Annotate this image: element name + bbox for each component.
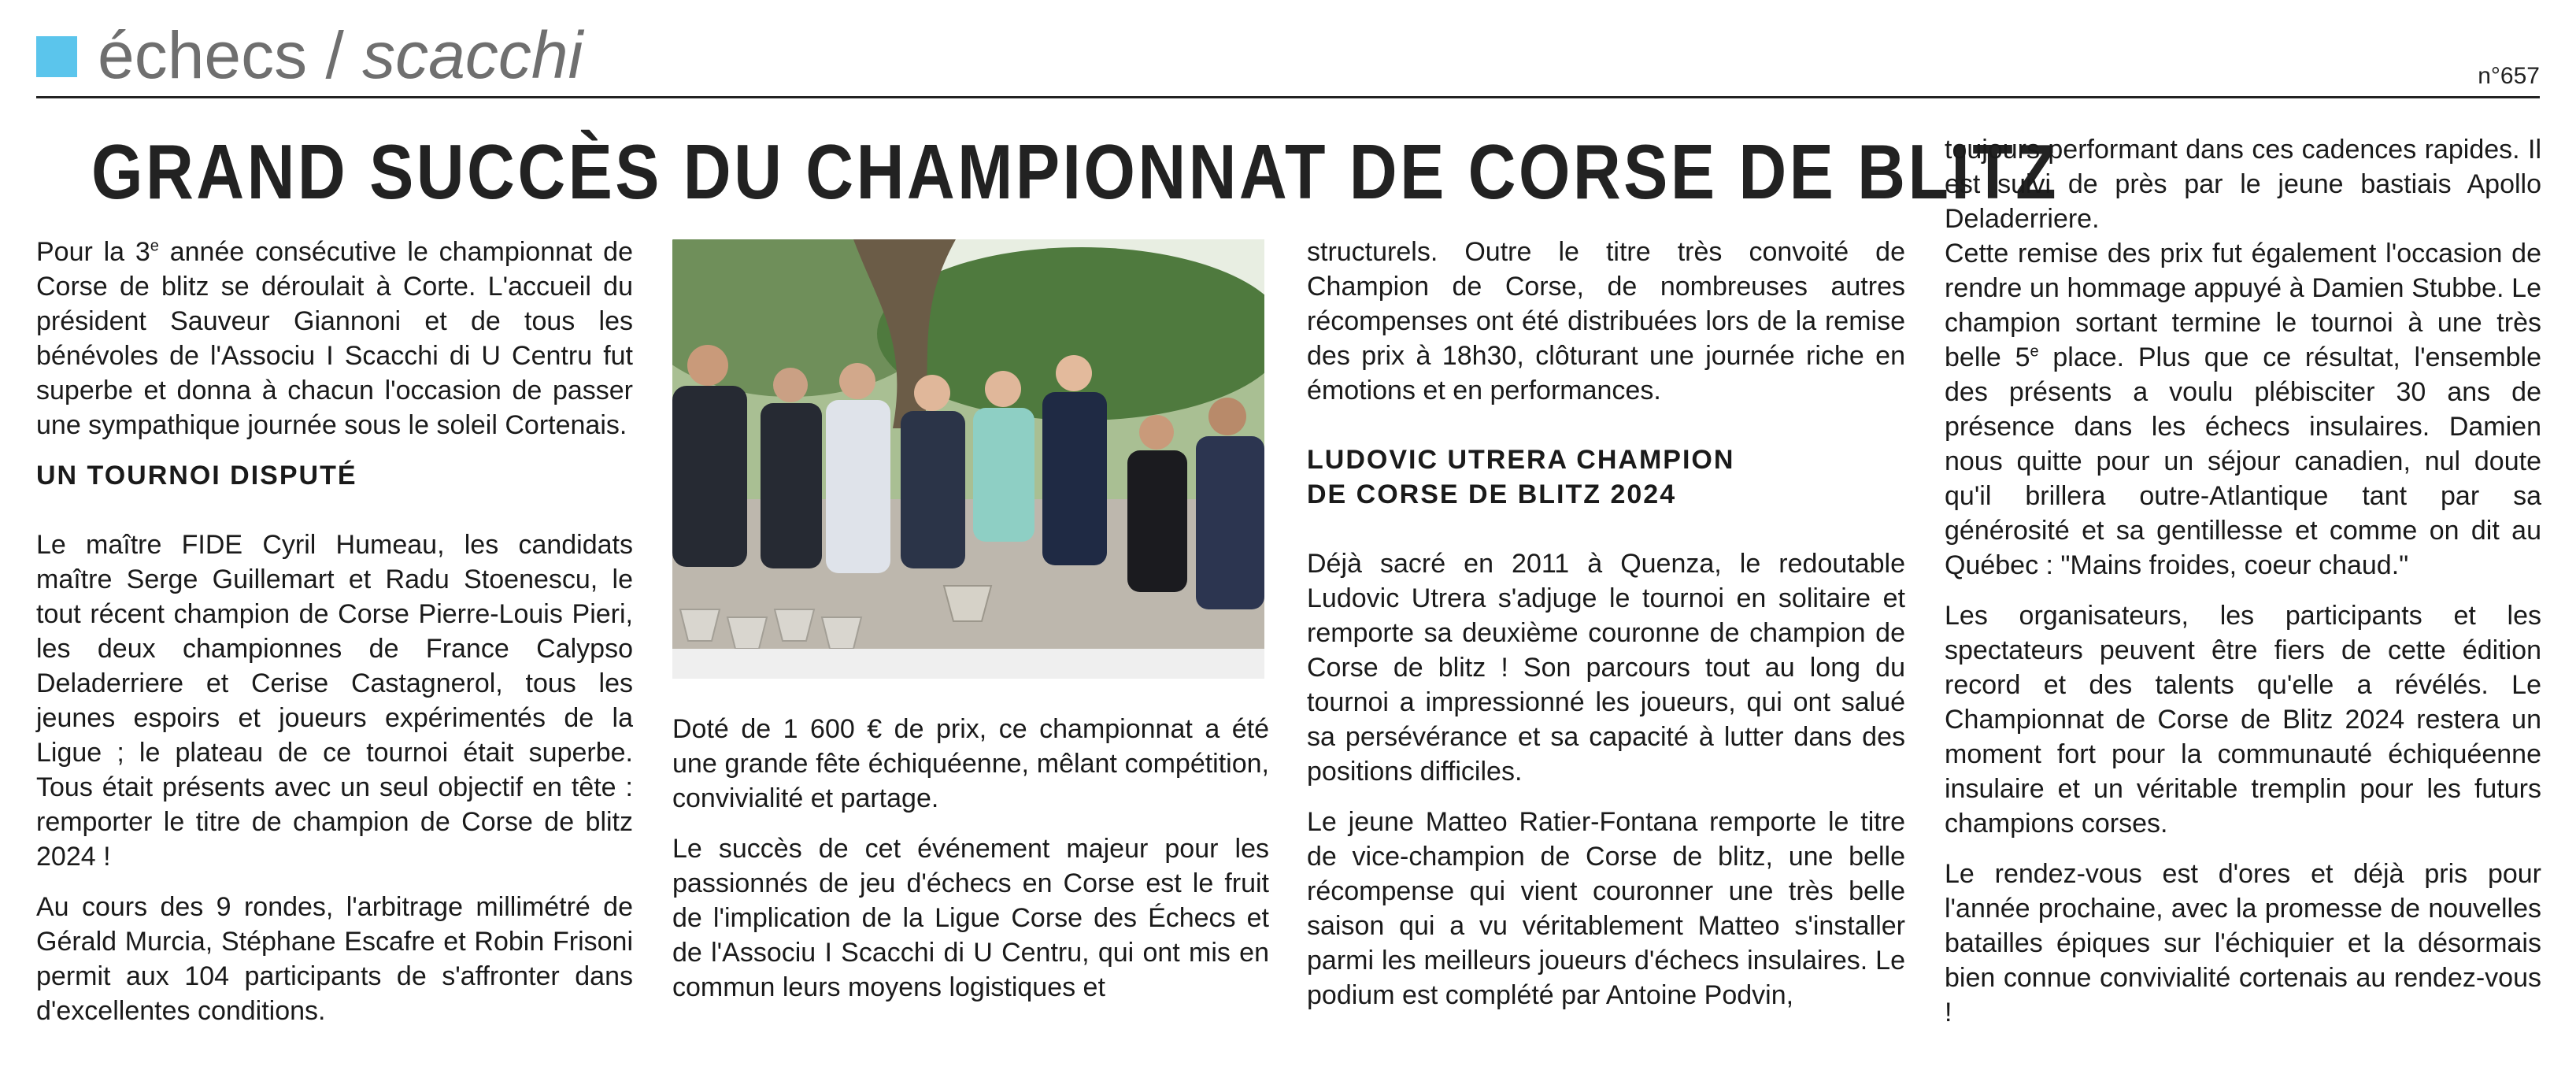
section-color-square <box>36 36 77 77</box>
paragraph-intro <box>36 235 633 442</box>
section-header <box>36 17 2540 90</box>
performant-text: toujours performant dans ces cadences rapides. Il est suivi de près par le jeune bastiais Apollo Deladerriere. <box>1945 135 2541 234</box>
podium-photo <box>672 239 1264 679</box>
paragraph-arbitrage: Au cours des 9 rondes, l'arbitrage millimétré de Gérald Murcia, Stéphane Escafre et Robin Frisoni permit aux 104 participants de s'affronter dans d'excellentes conditions. <box>36 892 633 1026</box>
paragraph-hommage <box>1945 236 2541 583</box>
section-title <box>98 17 583 93</box>
paragraph-rendez-vous: Le rendez-vous est d'ores et déjà pris pour l'année prochaine, avec la promesse de nouvelles batailles épiques sur l'échiquier et la désormais bien connue convivialité cortenais au rendez-vous ! <box>1945 859 2541 1027</box>
column-3 <box>1307 235 1905 1013</box>
paragraph-matteo: Le jeune Matteo Ratier-Fontana remporte le titre de vice-champion de Corse de blitz, une belle récompense qui vient couronner une très belle saison qui a vu véritablement Matteo s'installer parmi les meilleurs joueurs d'échecs insulaires. Le podium est complété par Antoine Podvin, <box>1307 807 1905 1010</box>
intro-text-a: Pour la 3 <box>36 237 150 267</box>
column-2 <box>672 712 1269 1005</box>
paragraph-prize: Doté de 1 600 € de prix, ce championnat a été une grande fête échiquéenne, mêlant compétition, convivialité et partage. <box>672 714 1269 813</box>
paragraph-performant <box>1945 132 2541 236</box>
issue-number: n°657 <box>2478 63 2540 89</box>
column-1 <box>36 235 633 1028</box>
header-rule <box>36 96 2540 98</box>
subhead-tournoi: UN TOURNOI DISPUTÉ <box>36 461 357 491</box>
photo-illustration <box>672 239 1264 679</box>
paragraph-structurels: structurels. Outre le titre très convoité de Champion de Corse, de nombreuses autres récompenses ont été distribuées lors de la remise des prix à 18h30, clôturant une journée riche en émotions et en performances. <box>1307 237 1905 405</box>
paragraph-organisateurs: Les organisateurs, les participants et les spectateurs peuvent être fiers de cette édition record et des talents qu'elle a révélés. Le Championnat de Corse de Blitz 2024 restera un moment fort pour la communauté échiquéenne insulaire et un véritable tremplin pour les futurs champions corses. <box>1945 601 2541 839</box>
section-title-co: scacchi <box>362 18 583 92</box>
intro-superscript: e <box>150 237 159 255</box>
subhead-champion-line2: DE CORSE DE BLITZ 2024 <box>1307 479 1677 509</box>
intro-text-b: année consécutive le championnat de Corse de blitz se déroulait à Corte. L'accueil du président Sauveur Giannoni et de tous les bénévoles de l'Associu I Scacchi di U Centru fut superbe et donna à chacun l'occasion de passer une sympathique journée sous le soleil Cortenais. <box>36 237 633 440</box>
hommage-superscript: e <box>2030 342 2039 361</box>
hommage-text-a: Cette remise des prix fut également l'occasion de rendre un hommage appuyé à Damien Stubbe. Le champion sortant termine le tournoi à une très belle 5 <box>1945 239 2541 372</box>
hommage-text-b: place. Plus que ce résultat, l'ensemble des présents a voulu plébisciter 30 ans de présence dans les échecs insulaires. Damien nous quitte pour un séjour canadien, nul doute qu'il brillera outre-Atlantique tant par sa générosité et sa gentillesse et comme on dit au Québec : "Mains froides, coeur chaud." <box>1945 342 2541 580</box>
article-headline: GRAND SUCCÈS DU CHAMPIONNAT DE CORSE DE BLITZ <box>91 128 2060 215</box>
subhead-champion <box>1307 442 1905 512</box>
paragraph-utrera: Déjà sacré en 2011 à Quenza, le redoutable Ludovic Utrera s'adjuge le tournoi en solitaire et remporte sa deuxième couronne de champion de Corse de blitz ! Son parcours tout au long du tournoi a impressionné les joueurs, qui ont salué sa persévérance et sa capacité à lutter dans des positions difficiles. <box>1307 549 1905 787</box>
subhead-champion-line1: LUDOVIC UTRERA CHAMPION <box>1307 445 1735 475</box>
column-4 <box>1945 132 2541 1030</box>
paragraph-success: Le succès de cet événement majeur pour les passionnés de jeu d'échecs en Corse est le fruit de l'implication de la Ligue Corse des Échecs et de l'Associu I Scacchi di U Centru, qui ont mis en commun leurs moyens logistiques et <box>672 834 1269 1002</box>
paragraph-players: Le maître FIDE Cyril Humeau, les candidats maître Serge Guillemart et Radu Stoenescu, le tout récent champion de Corse Pierre-Louis Pieri, les deux championnes de France Calypso Deladerriere et Cerise Castagnerol, tous les jeunes espoirs et joueurs expérimentés de la Ligue ; le plateau de ce tournoi était superbe. Tous était présents avec un seul objectif en tête : remporter le titre de champion de Corse de blitz 2024 ! <box>36 530 633 872</box>
section-title-fr: échecs / <box>98 18 344 92</box>
